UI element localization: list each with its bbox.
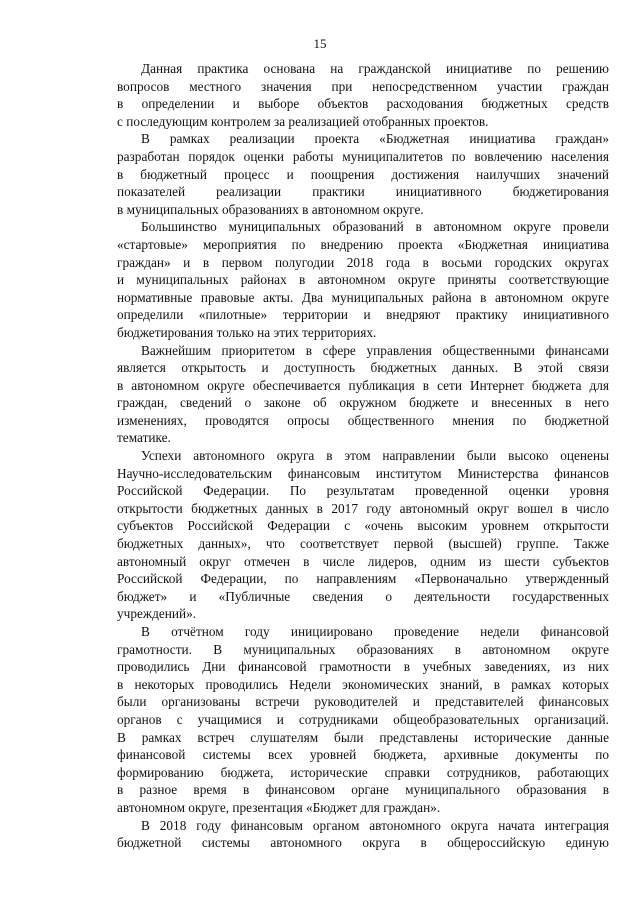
text-line: «стартовые» мероприятия по внедрению проекта «Бюджетная инициатива: [117, 236, 609, 252]
text-line: граждан» и в первом полугодии 2018 года в восьми городских округах: [117, 254, 609, 270]
page-number: 15: [313, 36, 327, 51]
text-line: финансовой системы всех уровней бюджета, архивные документы по: [117, 747, 609, 763]
text-line: бюджет» и «Публичные сведения о деятельности государственных: [117, 588, 609, 604]
text-line: органов с учащимися и сотрудниками общеобразовательных организаций.: [117, 711, 609, 727]
text-line: В рамках реализации проекта «Бюджетная инициатива граждан»: [141, 131, 609, 147]
text-line: определили «пилотные» территории и внедряют практику инициативного: [117, 307, 609, 323]
text-line: является открытость и доступность бюджетных данных. В этой связи: [117, 360, 609, 376]
text-line: тематике.: [117, 430, 171, 446]
text-line: разработан порядок оценки работы муниципалитетов по вовлечению населения: [117, 148, 609, 164]
paragraph: [117, 447, 609, 623]
text-line: Научно-исследовательским финансовым институтом Министерства финансов: [117, 465, 609, 481]
text-line: открытости бюджетных данных в 2017 году автономный округ вошел в число: [117, 500, 609, 516]
text-line: Большинство муниципальных образований в автономном округе провели: [141, 219, 609, 235]
text-line: в определении и выборе объектов расходования бюджетных средств: [117, 96, 609, 112]
document-body: [117, 60, 609, 852]
text-line: В рамках встреч слушателям были представлены исторические данные: [117, 729, 609, 745]
text-line: в автономном округе обеспечивается публикация в сети Интернет бюджета для: [117, 377, 609, 393]
text-line: вопросов местного значения при непосредственном участии граждан: [117, 78, 609, 94]
text-line: формированию бюджета, исторические справки сотрудников, работающих: [117, 764, 609, 780]
text-line: были организованы встречи руководителей и представителей финансовых: [117, 694, 609, 710]
text-line: бюджетирования только на этих территориях.: [117, 324, 377, 340]
text-line: Российской Федерации. По результатам проведенной оценки уровня: [117, 483, 609, 499]
text-line: Российской Федерации, по направлениям «Первоначально утвержденный: [117, 571, 609, 587]
paragraph: [117, 623, 609, 817]
text-line: показателей реализации практики инициативного бюджетирования: [117, 184, 609, 200]
text-line: в муниципальных образованиях в автономном округе.: [117, 201, 424, 217]
text-line: бюджетной системы автономного округа в общероссийскую единую: [117, 835, 609, 851]
text-line: учреждений».: [117, 606, 197, 622]
text-line: субъектов Российской Федерации с «очень высоким уровнем открытости: [117, 518, 609, 534]
text-line: Успехи автономного округа в этом направлении были высоко оценены: [141, 448, 609, 464]
text-line: в некоторых проводились Недели экономических знаний, в рамках которых: [117, 676, 609, 692]
text-line: нормативные правовые акты. Два муниципальных района в автономном округе: [117, 289, 609, 305]
text-line: в бюджетный процесс и поощрения достижения наилучших значений: [117, 166, 609, 182]
paragraph: [117, 130, 609, 218]
paragraph: [117, 342, 609, 448]
text-line: В 2018 году финансовым органом автономного округа начата интеграция: [141, 817, 609, 833]
paragraph: [117, 218, 609, 341]
text-line: бюджетных данных», что соответствует первой (высшей) группе. Также: [117, 536, 609, 552]
text-line: грамотности. В муниципальных образованиях в автономном округе: [117, 641, 609, 657]
paragraph: [117, 817, 609, 852]
paragraph: [117, 60, 609, 130]
text-line: проводились Дни финансовой грамотности в учебных заведениях, из них: [117, 659, 609, 675]
text-line: граждан, сведений о законе об окружном бюджете и внесенных в него: [117, 395, 609, 411]
text-line: изменениях, проводятся опросы общественного мнения по бюджетной: [117, 412, 609, 428]
text-line: в разное время в финансовом органе муниципального образования в: [117, 782, 609, 798]
text-line: с последующим контролем за реализацией отобранных проектов.: [117, 113, 489, 129]
text-line: и муниципальных районах в автономном округе приняты соответствующие: [117, 272, 609, 288]
text-line: Данная практика основана на гражданской инициативе по решению: [141, 61, 609, 76]
text-line: В отчётном году инициировано проведение недели финансовой: [141, 624, 609, 639]
text-line: автономный округ отмечен в числе лидеров, одним из шести субъектов: [117, 553, 609, 569]
text-line: Важнейшим приоритетом в сфере управления общественными финансами: [141, 342, 609, 358]
text-line: автономном округе, презентация «Бюджет для граждан».: [117, 799, 441, 815]
